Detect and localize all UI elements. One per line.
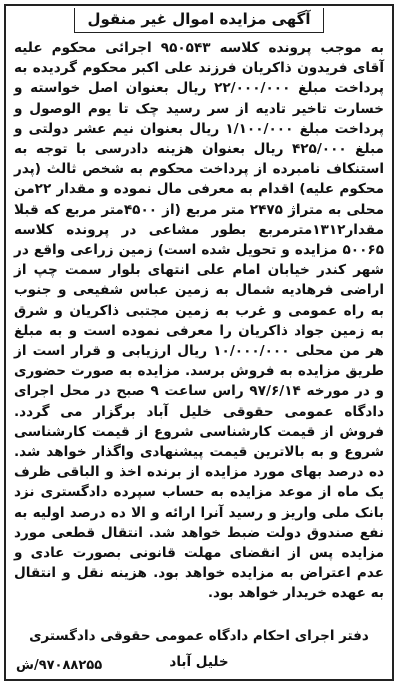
notice-body: به موجب پرونده کلاسه ۹۵۰۵۴۳ اجرائی محکوم علیه آقای فریدون ذاکریان فرزند علی اکبر محکوم گردیده به پرداخت مبلغ ۲۲/۰۰۰/۰۰۰ ریال بعنوان اصل خواسته و خسارت تاخیر تادیه از سر رسید چک تا یوم الوصول و پرداخت مبلغ ۱/۱۰۰/۰۰۰ ریال بعنوان نیم عشر دولتی و مبلغ ۴۲۵/۰۰۰ ریال بعنوان هزینه دادرسی با توجه به استنکاف نامبرده از پرداخت محکوم به شخص ثالث (پدر محکوم علیه) اقدام به معرفی مال نموده و مقدار ۲۲من محلی به متراژ ۲۴۷۵ متر مربع (از ۴۵۰۰متر مربع که قبلا مقدار۱۳۱۲مترمربع بطور مشاعی در پرونده کلاسه ۵۰۰۶۵ مزایده و تحویل شده است) زمین زراعی واقع در شهر کندر خیابان امام علی انتهای بلوار سمت چپ از اراضی فرهادیه شمال به زمین عباس شفیعی و جنوب به راه عمومی و غرب به زمین مجتبی ذاکریان و شرق به زمین جواد ذاکریان را معرفی نموده است و به مبلغ هر من محلی ۱۰/۰۰۰/۰۰۰ ریال ارزیابی و قرار است از طریق مزایده به فروش برسد. مزایده به صورت حضوری و در مورخه ۹۷/۶/۱۴ راس ساعت ۹ صبح در محل اجرای دادگاه عمومی حقوقی خلیل آباد برگزار می گردد. فروش از قیمت کارشناسی شروع از قیمت کارشناسی شروع و به بالاترین قیمت پیشنهادی واگذار خواهد شد. ده درصد بهای مورد مزایده از برنده اخذ و الباقی ظرف یک ماه از موعد مزایده به حساب سپرده دادگستری نزد بانک ملی واریز و رسید آنرا ارائه و الا ده درصد اولیه به نفع صندوق دولت ضبط خواهد شد. انتقال قطعی مورد مزایده پس از انقضای مهلت قانونی بصورت عادی و عدم اعتراض به مزایده خواهد بود. هزینه نقل و انتقال به عهده خریدار خواهد بود. <box>14 40 385 602</box>
notice-code: ۹۷۰۸۸۲۵۵/ش <box>16 658 103 673</box>
footer-city: خلیل آباد <box>169 654 229 670</box>
notice-title: آگهی مزایده اموال غیر منقول <box>74 8 323 33</box>
footer-office: دفتر اجرای احکام دادگاه عمومی حقوقی دادگستری <box>29 628 369 644</box>
title-wrap <box>6 8 392 33</box>
notice-frame <box>4 4 394 681</box>
